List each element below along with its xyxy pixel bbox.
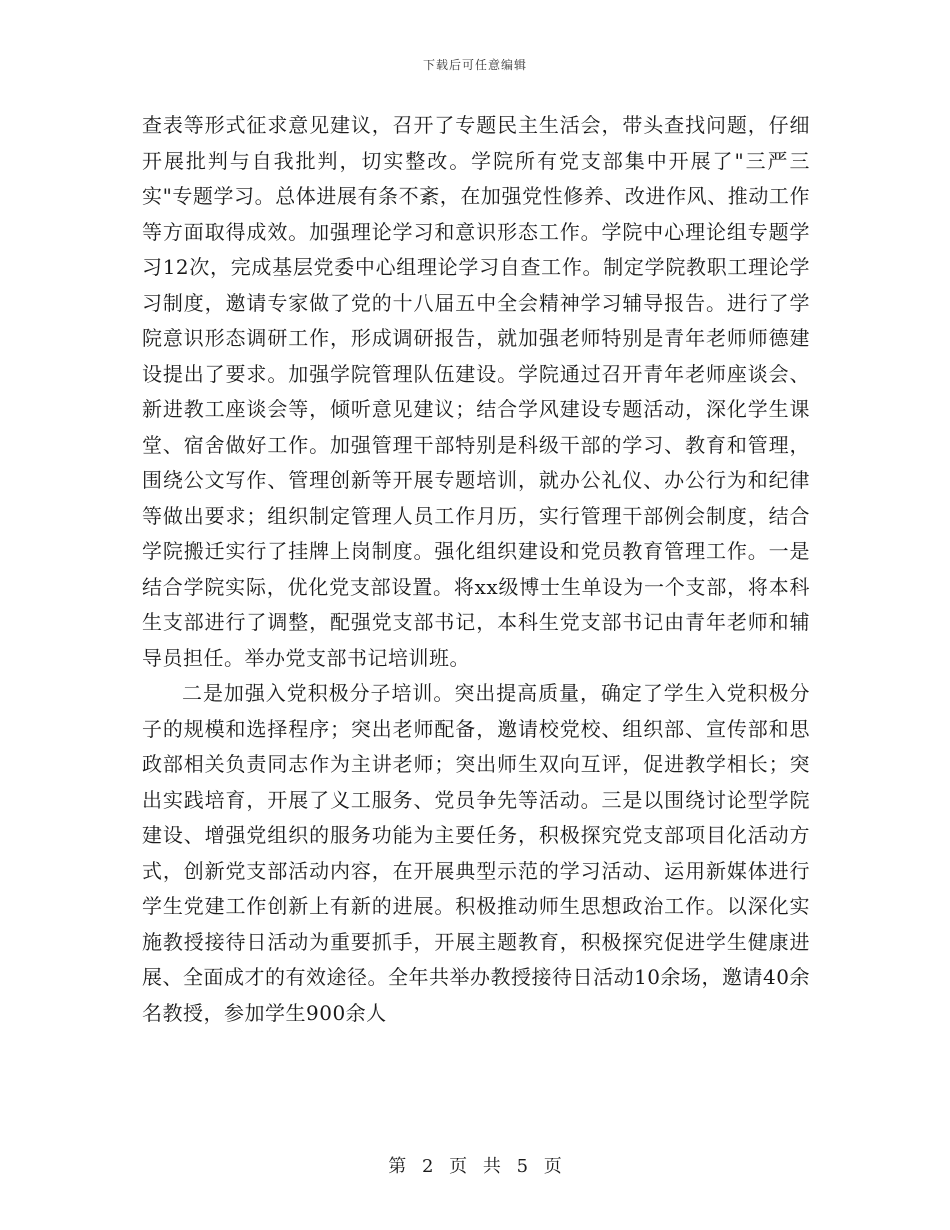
body-paragraph-1: 查表等形式征求意见建议，召开了专题民主生活会，带头查找问题，仔细开展批判与自我批判，切实整改。学院所有党支部集中开展了"三严三实"专题学习。总体进展有条不紊，在加强党性修养、改进作风、推动工作等方面取得成效。加强理论学习和意识形态工作。学院中心理论组专题学习12次，完成基层党委中心组理论学习自查工作。制定学院教职工理论学习制度，邀请专家做了党的十八届五中全会精神学习辅导报告。进行了学院意识形态调研工作，形成调研报告，就加强老师特别是青年老师师德建设提出了要求。加强学院管理队伍建设。学院通过召开青年老师座谈会、新进教工座谈会等，倾听意见建议；结合学风建设专题活动，深化学生课堂、宿舍做好工作。加强管理干部特别是科级干部的学习、教育和管理，围绕公文写作、管理创新等开展专题培训，就办公礼仪、办公行为和纪律等做出要求；组织制定管理人员工作月历，实行管理干部例会制度，结合学院搬迁实行了挂牌上岗制度。强化组织建设和党员教育管理工作。一是结合学院实际，优化党支部设置。将xx级博士生单设为一个支部，将本科生支部进行了调整，配强党支部书记，本科生党支部书记由青年老师和辅导员担任。举办党支部书记培训班。 — [142, 113, 810, 670]
footer-total-pages: 5 — [516, 1156, 529, 1177]
page-header: 下载后可任意编辑 — [422, 58, 527, 72]
footer-page-number: 2 — [421, 1156, 434, 1177]
footer-prefix: 第 — [388, 1156, 407, 1177]
page-footer — [0, 1152, 950, 1178]
footer-page-unit: 页 — [449, 1156, 468, 1177]
body-paragraph-2: 二是加强入党积极分子培训。突出提高质量，确定了学生入党积极分子的规模和选择程序；突出老师配备，邀请校党校、组织部、宣传部和思政部相关负责同志作为主讲老师；突出师生双向互评，促进教学相长；突出实践培育，开展了义工服务、党员争先等活动。三是以围绕讨论型学院建设、增强党组织的服务功能为主要任务，积极探究党支部项目化活动方式，创新党支部活动内容，在开展典型示范的学习活动、运用新媒体进行学生党建工作创新上有新的进展。积极推动师生思想政治工作。以深化实施教授接待日活动为重要抓手，开展主题教育，积极探究促进学生健康进展、全面成才的有效途径。全年共举办教授接待日活动10余场，邀请40余名教授，参加学生900余人 — [142, 681, 810, 1025]
footer-total-prefix: 共 — [482, 1156, 501, 1177]
footer-total-unit: 页 — [543, 1156, 562, 1177]
document-body — [142, 108, 810, 1031]
